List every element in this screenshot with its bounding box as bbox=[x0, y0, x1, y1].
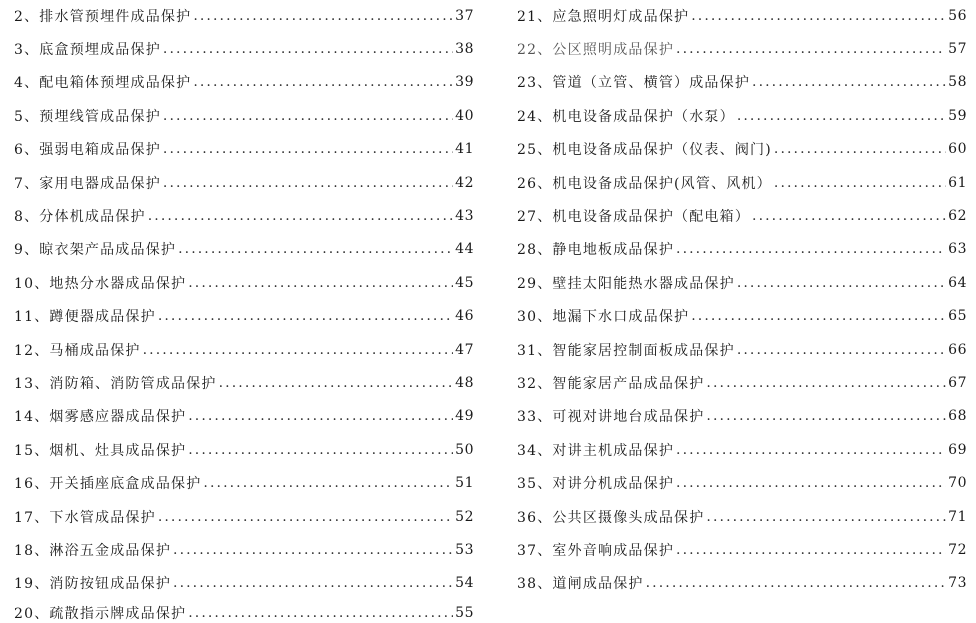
toc-leader-dots bbox=[646, 576, 947, 590]
toc-entry-page: 61 bbox=[948, 175, 967, 191]
toc-entry[interactable] bbox=[14, 573, 474, 593]
toc-leader-dots bbox=[737, 276, 946, 290]
toc-entry-page: 66 bbox=[948, 342, 967, 358]
toc-leader-dots bbox=[219, 376, 454, 390]
toc-entry[interactable] bbox=[14, 6, 474, 26]
toc-entry-page: 53 bbox=[455, 542, 474, 558]
toc-entry-page: 50 bbox=[455, 442, 474, 458]
toc-entry-title: 35、对讲分机成品保护 bbox=[517, 476, 675, 492]
toc-entry[interactable] bbox=[517, 106, 967, 126]
toc-entry[interactable] bbox=[14, 603, 474, 623]
toc-entry-page: 63 bbox=[948, 241, 967, 257]
toc-entry-page: 43 bbox=[455, 208, 474, 224]
toc-entry[interactable] bbox=[14, 139, 474, 159]
toc-entry-title: 6、强弱电箱成品保护 bbox=[14, 142, 161, 158]
toc-entry-title: 2、排水管预埋件成品保护 bbox=[14, 9, 192, 25]
toc-leader-dots bbox=[163, 176, 453, 190]
toc-leader-dots bbox=[148, 209, 453, 223]
toc-entry-title: 26、机电设备成品保护(风管、风机） bbox=[517, 176, 772, 192]
toc-entry-page: 44 bbox=[455, 241, 474, 257]
toc-entry[interactable] bbox=[517, 406, 967, 426]
toc-entry-title: 3、底盒预埋成品保护 bbox=[14, 42, 161, 58]
toc-leader-dots bbox=[706, 409, 946, 423]
toc-entry-title: 37、室外音响成品保护 bbox=[517, 543, 675, 559]
toc-leader-dots bbox=[203, 476, 453, 490]
toc-entry[interactable] bbox=[517, 540, 967, 560]
toc-entry-page: 54 bbox=[455, 575, 474, 591]
toc-leader-dots bbox=[163, 109, 453, 123]
toc-entry[interactable] bbox=[517, 273, 967, 293]
toc-entry-title: 17、下水管成品保护 bbox=[14, 510, 156, 526]
toc-entry[interactable] bbox=[517, 573, 967, 593]
toc-leader-dots bbox=[691, 9, 946, 23]
toc-entry-page: 40 bbox=[455, 108, 474, 124]
toc-leader-dots bbox=[676, 476, 946, 490]
toc-entry-title: 12、马桶成品保护 bbox=[14, 343, 141, 359]
toc-leader-dots bbox=[737, 109, 946, 123]
toc-leader-dots bbox=[188, 409, 453, 423]
toc-entry-page: 64 bbox=[948, 275, 967, 291]
toc-entry[interactable] bbox=[14, 373, 474, 393]
toc-entry-page: 42 bbox=[455, 175, 474, 191]
toc-entry-title: 8、分体机成品保护 bbox=[14, 209, 146, 225]
toc-entry-page: 72 bbox=[948, 542, 967, 558]
toc-entry-title: 34、对讲主机成品保护 bbox=[517, 443, 675, 459]
toc-entry-title: 7、家用电器成品保护 bbox=[14, 176, 161, 192]
toc-entry[interactable] bbox=[14, 273, 474, 293]
toc-leader-dots bbox=[737, 343, 946, 357]
toc-entry-title: 24、机电设备成品保护（水泵） bbox=[517, 109, 735, 125]
toc-entry-title: 21、应急照明灯成品保护 bbox=[517, 9, 690, 25]
toc-entry-title: 28、静电地板成品保护 bbox=[517, 242, 675, 258]
toc-entry-title: 20、疏散指示牌成品保护 bbox=[14, 606, 187, 622]
toc-entry-title: 32、智能家居产品成品保护 bbox=[517, 376, 705, 392]
toc-entry[interactable] bbox=[517, 306, 967, 326]
toc-entry-title: 22、公区照明成品保护 bbox=[517, 42, 675, 58]
toc-entry[interactable] bbox=[14, 340, 474, 360]
toc-entry-page: 70 bbox=[948, 475, 967, 491]
toc-entry-page: 62 bbox=[948, 208, 967, 224]
toc-entry-title: 16、开关插座底盒成品保护 bbox=[14, 476, 202, 492]
toc-leader-dots bbox=[163, 142, 453, 156]
toc-entry[interactable] bbox=[14, 406, 474, 426]
toc-entry[interactable] bbox=[14, 239, 474, 259]
toc-entry-page: 59 bbox=[948, 108, 967, 124]
toc-entry-page: 45 bbox=[455, 275, 474, 291]
toc-entry[interactable] bbox=[517, 340, 967, 360]
toc-entry[interactable] bbox=[517, 473, 967, 493]
toc-entry-page: 51 bbox=[455, 475, 474, 491]
toc-leader-dots bbox=[158, 510, 453, 524]
toc-leader-dots bbox=[774, 142, 946, 156]
toc-entry-page: 65 bbox=[948, 308, 967, 324]
toc-entry-title: 38、道闸成品保护 bbox=[517, 576, 644, 592]
toc-leader-dots bbox=[188, 276, 453, 290]
toc-entry-page: 47 bbox=[455, 342, 474, 358]
toc-entry[interactable] bbox=[14, 173, 474, 193]
toc-leader-dots bbox=[691, 309, 946, 323]
toc-leader-dots bbox=[676, 443, 946, 457]
toc-entry-page: 41 bbox=[455, 141, 474, 157]
toc-entry[interactable] bbox=[14, 440, 474, 460]
toc-entry-title: 27、机电设备成品保护（配电箱） bbox=[517, 209, 751, 225]
toc-leader-dots bbox=[752, 75, 946, 89]
toc-entry-title: 31、智能家居控制面板成品保护 bbox=[517, 343, 735, 359]
toc-entry-title: 36、公共区摄像头成品保护 bbox=[517, 510, 705, 526]
toc-entry[interactable] bbox=[517, 72, 967, 92]
toc-entry[interactable] bbox=[517, 206, 967, 226]
toc-entry-page: 57 bbox=[948, 41, 967, 57]
toc-leader-dots bbox=[193, 75, 453, 89]
toc-entry-title: 4、配电箱体预埋成品保护 bbox=[14, 75, 192, 91]
toc-entry[interactable] bbox=[517, 173, 967, 193]
toc-leader-dots bbox=[188, 443, 453, 457]
toc-entry-title: 30、地漏下水口成品保护 bbox=[517, 309, 690, 325]
toc-entry-page: 52 bbox=[455, 509, 474, 525]
toc-entry[interactable] bbox=[517, 39, 967, 59]
toc-entry-page: 37 bbox=[455, 8, 474, 24]
toc-leader-dots bbox=[676, 242, 946, 256]
toc-entry[interactable] bbox=[14, 39, 474, 59]
toc-entry-title: 19、消防按钮成品保护 bbox=[14, 576, 172, 592]
toc-entry-page: 55 bbox=[455, 605, 474, 621]
toc-entry-page: 48 bbox=[455, 375, 474, 391]
toc-entry[interactable] bbox=[517, 139, 967, 159]
toc-entry-title: 15、烟机、灶具成品保护 bbox=[14, 443, 187, 459]
toc-entry[interactable] bbox=[517, 373, 967, 393]
toc-leader-dots bbox=[158, 309, 453, 323]
toc-leader-dots bbox=[676, 543, 946, 557]
toc-entry-page: 58 bbox=[948, 74, 967, 90]
toc-entry-page: 73 bbox=[948, 575, 967, 591]
toc-leader-dots bbox=[173, 576, 453, 590]
toc-entry[interactable] bbox=[14, 507, 474, 527]
toc-entry-title: 9、晾衣架产品成品保护 bbox=[14, 242, 177, 258]
toc-leader-dots bbox=[752, 209, 946, 223]
toc-entry[interactable] bbox=[14, 106, 474, 126]
toc-entry-title: 25、机电设备成品保护（仪表、阀门) bbox=[517, 142, 772, 158]
toc-entry-page: 56 bbox=[948, 8, 967, 24]
toc-entry-title: 11、蹲便器成品保护 bbox=[14, 309, 156, 325]
toc-entry-title: 29、壁挂太阳能热水器成品保护 bbox=[517, 276, 735, 292]
toc-entry[interactable] bbox=[517, 239, 967, 259]
toc-entry[interactable] bbox=[517, 6, 967, 26]
toc-entry-page: 69 bbox=[948, 442, 967, 458]
toc-leader-dots bbox=[193, 9, 453, 23]
toc-leader-dots bbox=[173, 543, 453, 557]
toc-entry-page: 68 bbox=[948, 408, 967, 424]
toc-leader-dots bbox=[706, 376, 946, 390]
toc-entry-page: 67 bbox=[948, 375, 967, 391]
toc-entry-title: 14、烟雾感应器成品保护 bbox=[14, 409, 187, 425]
toc-entry-page: 49 bbox=[455, 408, 474, 424]
toc-leader-dots bbox=[188, 606, 453, 620]
toc-entry-title: 23、管道（立管、横管）成品保护 bbox=[517, 75, 751, 91]
toc-entry-title: 10、地热分水器成品保护 bbox=[14, 276, 187, 292]
toc-leader-dots bbox=[706, 510, 946, 524]
toc-entry[interactable] bbox=[14, 473, 474, 493]
toc-entry-page: 71 bbox=[948, 509, 967, 525]
toc-entry[interactable] bbox=[14, 540, 474, 560]
toc-leader-dots bbox=[143, 343, 454, 357]
toc-entry-page: 39 bbox=[455, 74, 474, 90]
toc-leader-dots bbox=[163, 42, 453, 56]
toc-entry[interactable] bbox=[517, 440, 967, 460]
toc-entry-title: 5、预埋线管成品保护 bbox=[14, 109, 161, 125]
toc-entry[interactable] bbox=[517, 507, 967, 527]
toc-entry[interactable] bbox=[14, 306, 474, 326]
toc-entry[interactable] bbox=[14, 206, 474, 226]
toc-entry-page: 38 bbox=[455, 41, 474, 57]
toc-leader-dots bbox=[178, 242, 453, 256]
toc-entry-title: 13、消防箱、消防管成品保护 bbox=[14, 376, 217, 392]
toc-entry-title: 18、淋浴五金成品保护 bbox=[14, 543, 172, 559]
toc-entry-title: 33、可视对讲地台成品保护 bbox=[517, 409, 705, 425]
toc-entry-page: 60 bbox=[948, 141, 967, 157]
toc-leader-dots bbox=[676, 42, 946, 56]
toc-entry-page: 46 bbox=[455, 308, 474, 324]
toc-leader-dots bbox=[774, 176, 946, 190]
toc-entry[interactable] bbox=[14, 72, 474, 92]
